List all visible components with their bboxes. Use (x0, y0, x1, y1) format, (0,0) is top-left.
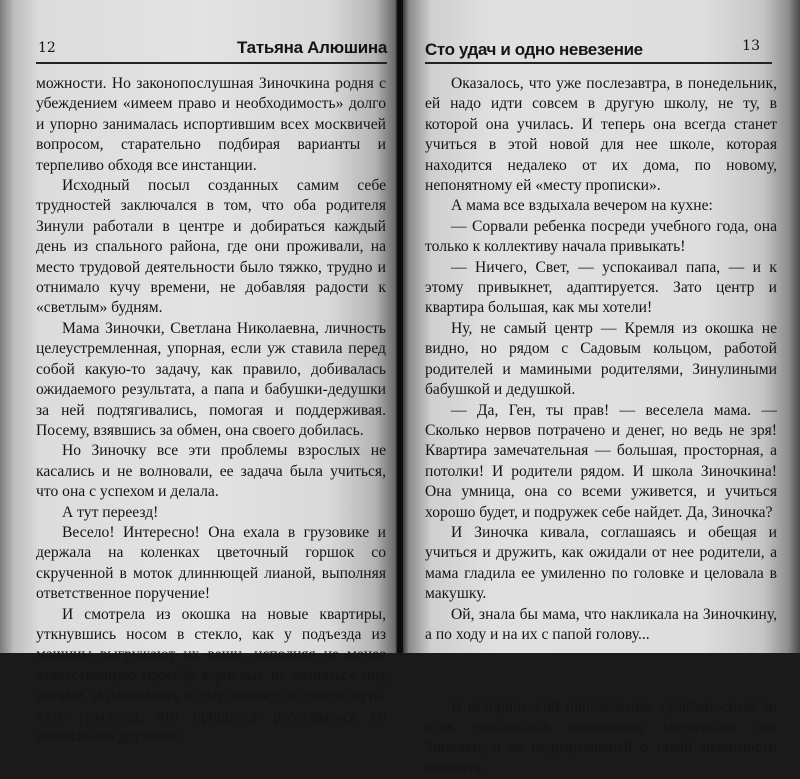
left-header-rule (36, 62, 387, 64)
left-page (0, 0, 397, 745)
right-header-rule (425, 62, 772, 64)
paragraph: можности. Но законопослушная Зиночкина родня с убеждением «имеем право и необходимость» долго и упорно занималась испортившим всех москвичей вопросом, старательно подбирая варианты и терпеливо обходя все инстанции. (36, 75, 386, 174)
paragraph: А тут переезд! (62, 503, 159, 521)
paragraph: — Да, Ген, ты прав! — веселела мама. — Сколько нервов потрачено и денег, но ведь не зря! Квартира замечательная — большая, просторная, а потолки! И родители рядом. И школа Зиночкина! Она умница, она со всеми уживется, и учиться хорошо будет, и подружек себе найдет. Да, Зиночка? (425, 401, 777, 521)
right-page (403, 0, 800, 777)
paragraph: — Сорвали ребенка посреди учебного года, она только к коллективу начала привыкать! (425, 217, 777, 256)
paragraph: И Зиночка кивала, соглашаясь и обещая и учиться и дружить, как ожидали от нее родители, а мама гладила ее умиленно по головке и целовала в макушку. (425, 523, 777, 603)
left-page-number: 12 (38, 40, 56, 56)
right-page-number: 13 (742, 38, 760, 54)
right-page-body (425, 74, 777, 779)
paragraph: В исторический понедельник, судьбоносный во всех глобальных жизненных масштабах для Зиночки, и не подозревавшей о такой значимости момента, (425, 698, 777, 777)
paragraph: И смотрела из окошка на новые квартиры, уткнувшись носом в стекло, как у подъезда из машины выгружают их вещи, исполняя не менее ответственную просьбу взрослых не мешаться под ногами, и радовалась всему новому, и совсем чуть-чуть грустила, что пришлось расставаться со школьными друзьями. (36, 605, 386, 745)
paragraph: Но Зиночку все эти проблемы взрослых не касались и не волновали, ее задача была учиться, что она с успехом и делала. (36, 442, 386, 501)
left-page-body (36, 74, 386, 747)
paragraph: Оказалось, что уже послезавтра, в понедельник, ей надо идти совсем в другую школу, не ту, в которой она училась. И теперь она всегда станет учиться в этой новой для нее школе, которая находится недалеко от их дома, по новому, непонятному ей «месту прописки». (425, 75, 777, 195)
paragraph: Мама Зиночки, Светлана Николаевна, личность целеустремленная, упорная, если уж ставила перед собой какую-то задачу, как правило, добивалась ожидаемого результата, а папа и бабушки-дедушки за ней подтягивались, помогая и поддерживая. Посему, взявшись за обмен, она своего добилась. (36, 319, 386, 439)
paragraph: Ну, не самый центр — Кремля из окошка не видно, но рядом с Садовым кольцом, работой родителей и мамиными родителями, Зинулиными бабушкой и дедушкой. (425, 319, 777, 399)
paragraph: Весело! Интересно! Она ехала в грузовике и держала на коленках цветочный горшок со скрученной в моток длиннющей лианой, выполняя ответственное поручение! (36, 523, 386, 603)
paragraph: Ой, знала бы мама, что накликала на Зиночкину, а по ходу и на их с папой голову... (425, 605, 777, 643)
paragraph: Исходный посыл созданных самим себе трудностей заключался в том, что оба родителя Зинули работали в центре и добираться каждый день из спального района, где они проживали, на место трудовой деятельности было тяжко, трудно и отнимало кучу времени, не добавляя радости к «светлым» будням. (36, 177, 386, 317)
left-running-head: Татьяна Алюшина (237, 38, 387, 57)
paragraph: А мама все вздыхала вечером на кухне: (451, 197, 713, 215)
right-running-head: Сто удач и одно невезение (425, 40, 643, 59)
paragraph: — Ничего, Свет, — успокаивал папа, — и к этому привыкнет, адаптируется. Зато центр и квартира большая, как мы хотели! (425, 258, 777, 317)
